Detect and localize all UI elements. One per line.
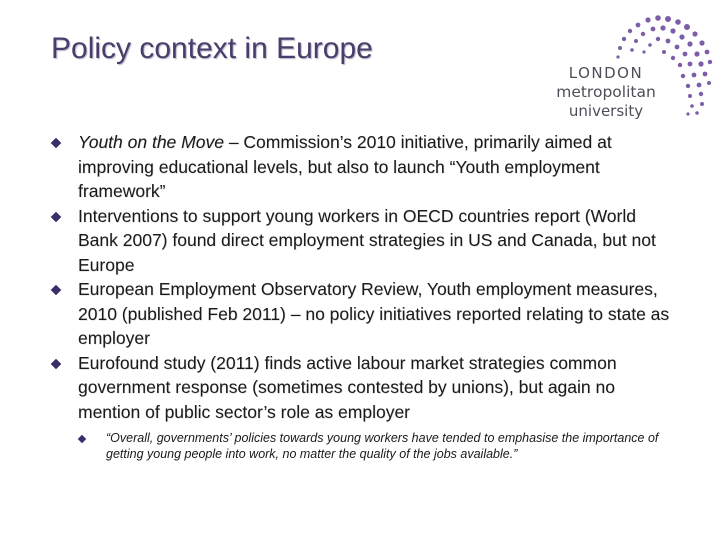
london-met-logo (540, 14, 716, 124)
diamond-bullet-icon (78, 435, 86, 443)
bullet-text: European Employment Observatory Review, Youth employment measures, 2010 (published Feb 2011) – no policy initiatives reported relating to state as employer (78, 279, 670, 348)
bullet-item (51, 130, 671, 204)
logo-line-metropolitan: metropolitan (556, 83, 656, 101)
bullet-list (51, 130, 671, 462)
bullet-text: Eurofound study (2011) finds active labour market strategies common government response (sometimes contested by unions), but again no mention of public sector’s role as employer (78, 352, 617, 422)
logo-line-university: university (568, 102, 644, 120)
logo-line-london: LONDON (568, 64, 644, 82)
sub-bullet-list (78, 430, 671, 462)
diamond-bullet-icon (51, 211, 62, 222)
sub-bullet-item (78, 430, 671, 462)
diamond-bullet-icon (51, 138, 62, 149)
bullet-item (51, 351, 671, 463)
bullet-text: Interventions to support young workers in OECD countries report (World Bank 2007) found direct employment strategies in US and Canada, but not Europe (78, 205, 656, 275)
diamond-bullet-icon (51, 358, 62, 369)
quote-text: “Overall, governments’ policies towards young workers have tended to emphasise the importance of getting young people into work, no matter the quality of the jobs available.” (106, 431, 659, 461)
bullet-item (51, 204, 671, 278)
diamond-bullet-icon (51, 285, 62, 296)
bullet-text: – Commission’s 2010 initiative, primarily aimed at improving educational levels, but also to launch “Youth employment framework” (78, 132, 612, 201)
bullet-lead-italic: Youth on the Move (78, 132, 224, 152)
bullet-item (51, 277, 671, 351)
slide-title: Policy context in Europe (51, 32, 373, 65)
